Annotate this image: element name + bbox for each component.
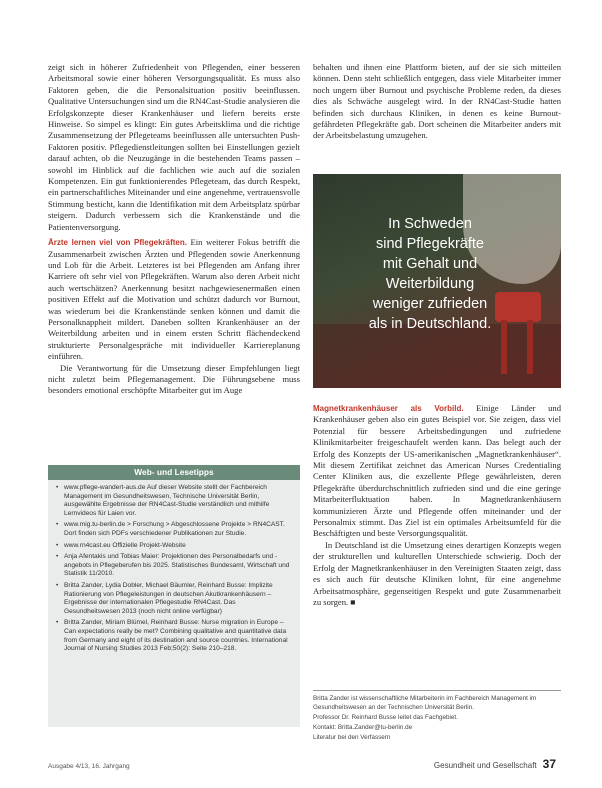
right-column-top: [313, 62, 561, 142]
author-divider: [313, 690, 561, 691]
issue-info: Ausgabe 4/13, 16. Jahrgang: [48, 763, 130, 770]
pull-quote-line: weniger zufrieden: [372, 296, 488, 312]
left-para-1: zeigt sich in höherer Zufriedenheit von Pflegenden, einer besseren Arbeitsmoral sowie einer höheren Versorgungsqualität. Es muss also Faktoren geben, die die Personalsituation positiv beeinflussen. Qualitative Untersuchungen sind um die RN4Cast-Studie analysieren die Erfolgskonzepte dieser Krankenhäuser und liefern bereits erste Hinweise. So simpel es klingt: Ein gutes Arbeitsklima und die richtige Zusammensetzung der Pflegeteams beeinflussen alle untersuchten Push-Faktoren positiv. Pflegedienstleitungen sollten bei Einstellungen gezielt darauf achten, ob die Neuzugänge in die bestehenden Teams passen – sowohl im Hinblick auf die fachlichen wie auch auf die sozialen Kompetenzen. Ein gut funktionierendes Pflegeteam, das durch Respekt, ein partnerschaftliches Miteinander und eine angenehme, vertrauensvolle Stimmung besticht, kann die Identifikation mit dem Arbeitsplatz spürbar steigern. Dadurch verbessern sich die Krankenstände und die Patientenversorgung.: [48, 62, 300, 232]
web-tip-item: • www.mig.tu-berlin.de > Forschung > Abgeschlossene Projekte > RN4CAST. Dort finden sich PDFs verschiedener Publikationen zur Studie.: [56, 521, 292, 538]
pull-quote: [313, 214, 547, 334]
right-para-1: behalten und ihnen eine Plattform bieten, auf der sie sich mitteilen können. Denn steht schließlich entgegen, dass viele Mitarbeiter immer noch ungern über Burnout und psychische Probleme reden, da dieses dies als Schwäche ausgelegt wird. In der RN4Cast-Studie hatten befinden sich durchaus Kliniken, in denen es keine Burnout-gefährdeten Pflegekräfte gab. Dort scheinen die Mitarbeiter anders mit der Arbeitsbelastung umzugehen.: [313, 62, 561, 141]
run-in-heading: Magnetkrankenhäuser als Vorbild.: [313, 404, 464, 413]
pull-quote-line: mit Gehalt und: [382, 256, 478, 272]
right-column-bottom: [313, 403, 561, 608]
author-contact: Kontakt: Britta.Zander@tu-berlin.de: [313, 724, 413, 731]
run-in-heading: Ärzte lernen viel von Pflegekräften.: [48, 238, 187, 248]
left-para-2-text: Ein weiterer Fokus betrifft die Zusammenarbeit zwischen Ärzten und Pflegenden sowie Anerkennung und Lob für die Arbeit. Letzteres ist bei Pflegenden am Anfang ihrer Karriere oft sehr viel von Pflegekräften. Warum also deren Arbeit nicht auch wertschätzen? Anerkennung besitzt nachgewiesenermaßen einen positiven Effekt auf die Motivation und schützt dadurch vor Burnout, was wiederum bei die Krankenstände senken können und damit die Personalknappheit mildert. Daneben sollten Krankenhäuser an der Weiterbildung arbeiten und in einem ersten Schritt flächendeckend strukturierte Personalgespräche mit individueller Karriereplanung einführen.: [48, 237, 300, 362]
web-tip-item: • www.rn4cast.eu Offizielle Projekt-Website: [56, 542, 292, 551]
web-tips-list: [48, 480, 300, 654]
web-tip-item: • Britta Zander, Lydia Dobler, Michael Bäumler, Reinhard Busse: Implizite Rationierung von Pflegeleistungen in deutschen Akutkrankenhäusern – Ergebnisse der internationalen Pflegestudie RN4Cast. Das Gesundheitswesen 2013 (noch nicht online verfügbar): [56, 582, 292, 616]
web-tips-box: [48, 465, 300, 727]
web-tips-title: Web- und Lesetipps: [48, 465, 300, 480]
right-para-2-text: Einige Länder und Krankenhäuser geben also ein gutes Beispiel vor. Sie zeigen, dass viel Potenzial für bessere Arbeitsbedingungen und zufriedene Klinikmitarbeiter freigeschaufelt werden kann. Das belegt auch der Erfolg des Konzepts der US-amerikanischen „Magnetkrankenhäuser“. Mit diesem Zertifikat zeichnet das American Nurses Credentialing Center Kliniken aus, die exzellente Pflege gewährleisten, deren Pflegekräfte überdurchschnittlich zufrieden sind und die eine geringe Mitarbeiterfluktuation haben. In Magnetkrankenhäusern kommunizieren Ärzte und Pflegende offen miteinander und der Personalmix stimmt. Das Ziel ist ein optimales Arbeitsumfeld für die Beschäftigten und beste Versorgungsqualität.: [313, 403, 561, 539]
author-line: Britta Zander ist wissenschaftliche Mitarbeiterin im Fachbereich Management im Gesundheitswesen an der Technischen Universität Berlin.: [313, 695, 537, 711]
pull-quote-line: In Schweden: [388, 216, 472, 232]
author-line: Professor Dr. Reinhard Busse leitet das Fachgebiet.: [313, 714, 458, 721]
pull-quote-line: Weiterbildung: [385, 276, 475, 292]
magazine-name: Gesundheit und Gesellschaft: [433, 761, 537, 770]
page-number: 37: [542, 757, 556, 771]
left-para-2: [48, 237, 300, 362]
left-para-3: Die Verantwortung für die Umsetzung dieser Empfehlungen liegt nicht zuletzt beim Pflegemanagement. Die Führungsebene muss besonders emotional erschöpfte Mitarbeiter gut im Auge: [48, 362, 300, 396]
author-notes: [313, 690, 561, 743]
left-column: [48, 62, 300, 397]
web-tip-item: • www.pflege-wandert-aus.de Auf dieser Website stellt der Fachbereich Management im Gesundheitswesen, Technische Universität Berlin, ausgewählte Ergebnisse der RN4Cast-Studie verständlich und mithilfe Lernvideos für Laien vor.: [56, 484, 292, 518]
pull-quote-line: als in Deutschland.: [368, 316, 492, 332]
author-line: Literatur bei den Verfassern: [313, 734, 391, 741]
pull-quote-photo: [313, 174, 561, 388]
pull-quote-line: sind Pflegekräfte: [375, 236, 484, 252]
footer-right: [434, 757, 556, 771]
right-para-2: [313, 403, 561, 540]
right-para-3: In Deutschland ist die Umsetzung eines derartigen Konzepts wegen der strukturellen und kulturellen Unterschiede schwierig. Doch der Erfolg der Magnetkrankenhäuser in den Vereinigten Staaten zeigt, dass es sich auch für deutsche Kliniken lohnt, für eine angenehme Arbeitsatmosphäre, gegenseitigen Respekt und gute Zusammenarbeit zu sorgen. ■: [313, 539, 561, 607]
web-tip-item: • Anja Afentakis und Tobias Maier: Projektionen des Personalbedarfs und -angebots in Pflegeberufen bis 2025. Statistisches Bundesamt, Wirtschaft und Statistik 11/2010.: [56, 553, 292, 579]
web-tip-item: • Britta Zander, Miriam Blümel, Reinhard Busse: Nurse migration in Europe – Can expectations really be met? Combining qualitative and quantitative data from Germany and eight of its destination and source countries. International Journal of Nursing Studies 2013 Feb;50(2): Seite 210–218.: [56, 619, 292, 653]
